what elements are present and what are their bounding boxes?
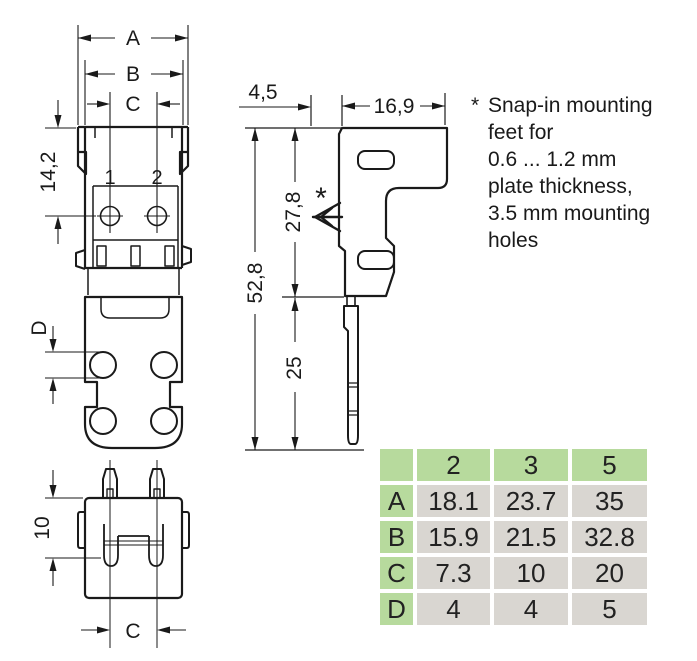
footnote-asterisk: * bbox=[471, 94, 480, 117]
table-cell: 23.7 bbox=[494, 485, 568, 517]
dim-label-25: 25 bbox=[283, 356, 306, 380]
dimension-table bbox=[380, 449, 647, 625]
side-part-outline bbox=[339, 128, 447, 444]
bottom-part-outline bbox=[78, 469, 189, 598]
footnote-line: holes bbox=[488, 229, 539, 252]
front-dimension-lines bbox=[53, 38, 188, 404]
dim-label-4-5: 4,5 bbox=[248, 81, 278, 104]
table-cell: 18.1 bbox=[417, 485, 490, 517]
table-cell: 21.5 bbox=[494, 521, 568, 553]
table-row-label: C bbox=[380, 557, 413, 589]
bottom-inner-details bbox=[104, 524, 163, 566]
bottom-view-drawing bbox=[31, 460, 189, 648]
dim-label-a: A bbox=[125, 27, 141, 50]
table-cell: 4 bbox=[494, 593, 568, 625]
dim-label-52-8: 52,8 bbox=[244, 262, 267, 304]
dim-label-c-top: C bbox=[125, 93, 141, 116]
table-cell: 15.9 bbox=[417, 521, 490, 553]
table-cell: 7.3 bbox=[417, 557, 490, 589]
front-extension-lines bbox=[45, 25, 188, 378]
front-view-drawing bbox=[28, 25, 191, 448]
footnote-line: plate thickness, bbox=[488, 175, 633, 198]
side-view-drawing bbox=[239, 81, 447, 450]
table-cell: 4 bbox=[417, 593, 490, 625]
front-inner-details bbox=[88, 128, 179, 434]
table-row-label: D bbox=[380, 593, 413, 625]
table-row-label: B bbox=[380, 521, 413, 553]
table-row-label: A bbox=[380, 485, 413, 517]
footnote-line: feet for bbox=[488, 121, 554, 144]
table-header-cell: 2 bbox=[417, 449, 490, 481]
bottom-dimension-lines bbox=[53, 470, 186, 630]
table-cell: 5 bbox=[572, 593, 647, 625]
table-header-cell: 5 bbox=[572, 449, 647, 481]
dim-label-d: D bbox=[28, 320, 51, 336]
front-part-outline bbox=[76, 127, 191, 448]
dim-label-c-bottom: C bbox=[125, 620, 141, 643]
footnote-marker-on-drawing: * bbox=[315, 182, 327, 215]
side-dimension-lines bbox=[239, 106, 445, 450]
dim-label-b: B bbox=[125, 63, 141, 86]
table-corner-cell bbox=[380, 449, 413, 481]
table-cell: 35 bbox=[572, 485, 647, 517]
pole-label-2: 2 bbox=[151, 167, 163, 189]
table-cell: 20 bbox=[572, 557, 647, 589]
footnote-line: Snap-in mounting bbox=[488, 94, 653, 117]
table-header-cell: 3 bbox=[494, 449, 568, 481]
dim-label-27-8: 27,8 bbox=[282, 191, 305, 233]
snap-in-footnote bbox=[471, 92, 691, 254]
footnote-line: 3.5 mm mounting bbox=[488, 202, 651, 225]
footnote-text bbox=[488, 92, 653, 254]
table-cell: 10 bbox=[494, 557, 568, 589]
pole-label-1: 1 bbox=[104, 167, 116, 189]
dim-label-14-2: 14,2 bbox=[37, 151, 60, 193]
footnote-line: 0.6 ... 1.2 mm bbox=[488, 148, 617, 171]
table-cell: 32.8 bbox=[572, 521, 647, 553]
dim-label-16-9: 16,9 bbox=[373, 95, 415, 118]
dim-label-10: 10 bbox=[31, 516, 54, 540]
